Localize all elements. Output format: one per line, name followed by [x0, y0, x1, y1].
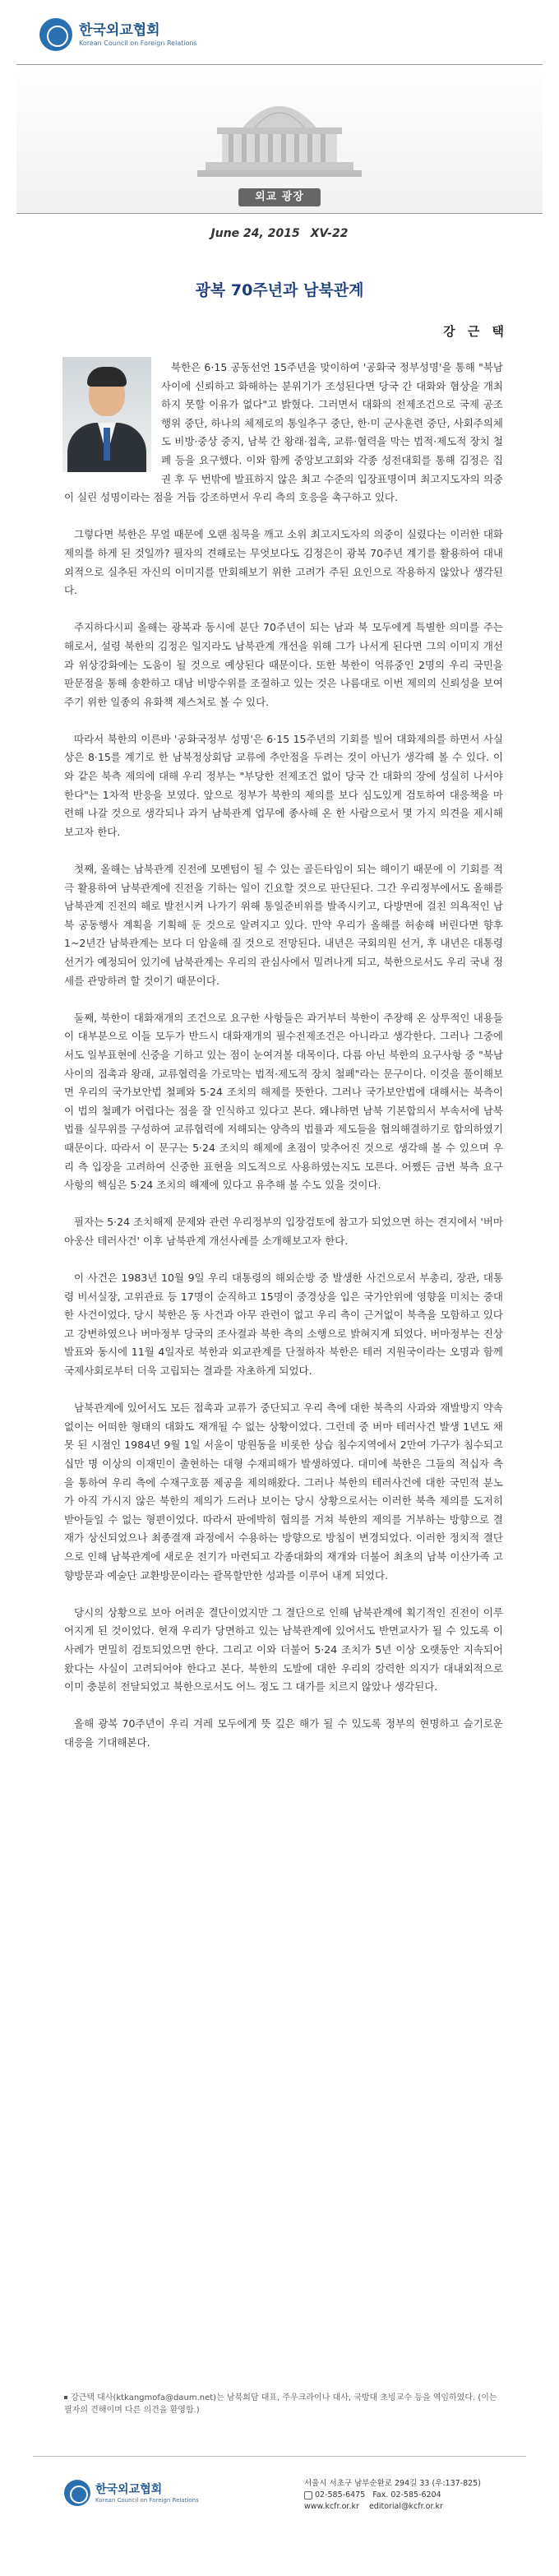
section-badge: 외교 광장	[238, 188, 321, 206]
paragraph: 당시의 상황으로 보아 어려운 결단이었지만 그 결단으로 인해 남북관계에 획기적인 진전이 이루어지게 된 것이었다. 현재 우리가 당면하고 있는 남북관계에 있어서도 반면교사가 될 수 있도록 이 사례가 면밀히 검토되었으면 한다. 그리고 이와 더불어 5·24 조치가 5년 이상 오랫동안 지속되어 왔다는 사실이 고려되어야 한다고 본다. 북한의 도발에 대한 우리의 강력한 의지가 대내외적으로 이미 충분히 전달되었고 북한으로서도 어느 정도 그 대가를 치르지 않았나 생각된다.	[64, 1605, 503, 1693]
footer-contact	[304, 2478, 481, 2513]
header	[0, 0, 559, 245]
paragraph: 그렇다면 북한은 무얼 때문에 오랜 침묵을 깨고 소위 최고지도자의 의중이 실렸다는 이러한 대화제의를 하게 된 것일까? 필자의 견해로는 무엇보다도 김정은이 광복 70주년 계기를 활용하여 대내외적으로 실추된 자신의 이미지를 만회해보기 위한 고려가 주된 요인으로 작용하지 않았나 생각된다.	[64, 528, 503, 597]
org-emblem-icon	[39, 18, 72, 51]
issue-line	[0, 227, 559, 240]
bullet-icon	[64, 2396, 67, 2399]
footer-logo[interactable]	[64, 2480, 199, 2506]
org-name-korean: 한국외교협회	[79, 21, 160, 39]
footer	[33, 2456, 526, 2531]
footer-email[interactable]: editorial@kcfr.or.kr	[368, 2502, 443, 2511]
paragraph: 주지하다시피 올해는 광복과 동시에 분단 70주년이 되는 남과 북 모두에게 특별한 의미를 주는 해로서, 설령 북한의 김정은 일지라도 남북관계 개선을 위해 그가 나서게 된다면 그의 이미지 개선과 위상강화에는 도움이 될 것으로 예상된다 때문이다. 또한 북한이 억류중인 2명의 우리 국민을 판문점을 통해 송환하고 대남 비방수위를 조절하고 있는 것은 나름대로 이번 제의의 신뢰성을 보여주기 위한 일종의 유화책 제스처로 볼 수 있다.	[64, 621, 503, 708]
article-body	[64, 359, 503, 1771]
footer-address: 서울시 서초구 남부순환로 294길 33 (우:137-825)	[304, 2479, 481, 2488]
org-name-english: Korean Council on Foreign Relations	[79, 39, 197, 47]
footer-emblem-icon	[64, 2480, 90, 2506]
phone-icon	[304, 2491, 312, 2500]
paragraph: 둘째, 북한이 대화재개의 조건으로 요구한 사항들은 과거부터 북한이 주장해 온 상투적인 내용들이 대부분으로 이들 모두가 반드시 대화재개의 필수전제조건은 아니라고 생각한다. 그러나 그중에서도 일부표현에 신중을 기하고 있는 점이 눈여겨볼 대목이다. 다름 아닌 북한의 요구사항 중 "북남사이의 접촉과 왕래, 교류협력을 가로막는 법적·제도적 장치 철폐"라는 문구이다. 이것을 풀이해보면 우리의 국가보안법 철폐와 5·24 조치의 해제를 뜻한다. 그러나 국가보안법에 대해서는 북측이 이 법의 철폐가 어렵다는 점을 잘 인식하고 있다고 본다. 왜냐하면 남북 기본합의서 부속서에 남북법률 실무위를 구성하여 교류협력에 저해되는 양측의 법률과 제도들을 협의해결하기로 합의하였기 때문이다. 따라서 이 문구는 5·24 조치의 해제에 초점이 맞추어진 것으로 생각해 볼 수 있으며 우리 측 입장을 고려하여 신중한 표현을 의도적으로 사용하였는지도 모른다. 어쨌든 금번 북측 요구사항의 핵심은 5·24 조치의 해제에 있다고 유추해 볼 수도 있을 것이다.	[64, 1011, 503, 1192]
paragraph: 북한은 6·15 공동선언 15주년을 맞이하여 '공화국 정부성명'을 통해 "북남 사이에 신뢰하고 화해하는 분위기가 조성된다면 당국 간 대화와 협상을 개최하지 못할 이유가 없다"고 밝혔다. 그러면서 대화의 전제조건으로 국제 공조행위 중단, 하나의 체제로의 통일추구 중단, 한·미 군사훈련 중단, 사회주의체도 비방·중상 중지, 남북 간 왕래·접촉, 교류·협력을 막는 법적·제도적 장치 철폐 등을 요구했다. 이와 함께 중앙보고회와 각종 성전대회를 통해 김정은 집권 후 두 번밖에 발표하지 않은 최고 수준의 입장표명이며 최고지도자의 의중이 실린 성명이라는 점을 거듭 강조하면서 우리 측의 호응을 촉구하고 있다.	[64, 361, 503, 504]
footer-org-english: Korean Council on Foreign Relations	[95, 2496, 199, 2504]
org-logo[interactable]	[39, 18, 197, 51]
assembly-building-icon	[197, 80, 362, 185]
author-note	[64, 2392, 503, 2416]
article-title: 광복 70주년과 남북관계	[195, 281, 364, 299]
paragraph: 첫째, 올해는 남북관계 진전에 모멘텀이 될 수 있는 골든타임이 되는 해이기 때문에 이 기회를 적극 활용하여 남북관계에 진전을 기하는 일이 긴요할 것으로 판단된다. 그간 우리정부에서도 올해를 남북관계 진전의 해로 발전시켜 나가기 위해 통일준비위를 발족시키고, 다방면에 걸친 의욕적인 남북 공동행사 계획을 기획해 둔 것으로 알려지고 있다. 만약 우리가 올해를 허송해 버린다면 향후 1~2년간 남북관계는 보다 더 암울해 질 것으로 전망된다. 내년은 국회의원 선거, 후 내년은 대통령 선거가 예정되어 있기에 남북관계는 우리의 관심사에서 밀려나게 되고, 북한으로서도 우리 국내 정세를 관망하려 할 것이기 때문이다.	[64, 863, 503, 987]
footer-org-korean: 한국외교협회	[95, 2482, 163, 2496]
org-name	[79, 22, 197, 48]
author-note-text: 강근택 대사(ktkangmofa@daum.net)는 남북회담 대표, 주우크라이나 대사, 국방대 초빙교수 등을 역임하였다. (이는 필자의 견해이며 다른 의견을 환영함.)	[64, 2393, 497, 2415]
footer-fax: Fax. 02-585-6204	[372, 2490, 441, 2500]
footer-phone[interactable]: 02-585-6475	[315, 2490, 366, 2500]
banner	[16, 64, 543, 214]
issue-number: XV-22	[310, 227, 349, 240]
footer-website[interactable]: www.kcfr.or.kr	[304, 2502, 359, 2511]
issue-date: June 24, 2015	[210, 227, 300, 240]
paragraph: 따라서 북한의 이른바 '공화국정부 성명'은 6·15 15주년의 기회를 빌어 대화제의를 하면서 사실상은 8·15를 계기로 한 남북정상회담 교류에 추안점을 두려는 것이 아닌가 생각해 볼 수 있다. 이와 같은 북측 제의에 대해 우리 정부는 "부당한 전제조건 없이 당국 간 대화의 장에 성실히 나서야 한다"는 1차적 반응을 보였다. 앞으로 정부가 북한의 제의를 보다 심도있게 검토하여 대응책을 마련해 나갈 것으로 생각되나 과거 남북관계 업무에 종사해 온 한 사람으로서 몇 가지 의견을 제시해 보고자 한다.	[64, 732, 503, 838]
paragraph: 이 사건은 1983년 10월 9일 우리 대통령의 해외순방 중 발생한 사건으로서 부총리, 장관, 대통령 비서실장, 고위관료 등 17명이 순직하고 15명이 중경상을 입은 국가안위에 영향을 미치는 중대한 사건이었다. 당시 북한은 동 사건과 아무 관련이 없고 우리 측이 근거없이 북측을 모함하고 있다고 강변하였으나 버마정부 당국의 조사결과 북한 측의 소행으로 밝혀지게 되었다. 버마정부는 진상발표와 동시에 11월 4일자로 북한과 외교관계를 단절하자 북한은 테러 지원국이라는 오명과 함께 국제사회로부터 더욱 고립되는 결과를 자초하게 되었다.	[64, 1272, 503, 1378]
paragraph: 남북관계에 있어서도 모든 접촉과 교류가 중단되고 우리 측에 대한 북측의 사과와 재발방지 약속없이는 어떠한 형태의 대화도 재개될 수 없는 상황이었다. 그런데 중 버마 테러사건 발생 1년도 채 못 된 시점인 1984년 9월 1일 서울이 망원동을 비롯한 상습 침수지역에서 2만여 가구가 침수되고 십만 명 이상의 이재민이 출현하는 대형 수재피해가 발생하였다. 대미에 북한은 그들의 적십자 측을 통하여 우리 측에 수재구호품 제공을 제의해왔다. 그러나 북한의 테러사건에 대한 국민적 분노가 아직 가시지 않은 북한의 제의가 드러나 보이는 당시 상황으로서는 이러한 북측 제의를 도저히 받아들일 수 없는 형편이었다. 따라서 판에박히 협의를 거쳐 북한의 제의를 거부하는 방향으로 결재가 상신되었으나 최종결재 과정에서 수용하는 방향으로 방침이 변경되었다. 이러한 정치적 결단으로 인해 남북관계에 새로운 전기가 마련되고 각종대화의 재개와 더불어 최초의 남북 이산가족 고향방문과 예술단 교환방문이라는 괄목할만한 성과를 이루어 내게 되었다.	[64, 1402, 503, 1582]
article-author: 강 근 택	[443, 324, 508, 339]
paragraph: 올해 광복 70주년이 우리 겨레 모두에게 뜻 깊은 해가 될 수 있도록 정부의 현명하고 슬기로운 대응을 기대해본다.	[64, 1717, 503, 1749]
paragraph: 필자는 5·24 조치해제 문제와 관련 우리정부의 입장검토에 참고가 되었으면 하는 견지에서 '버마 아웅산 테러사건' 이후 남북관계 개선사례를 소개해보고자 한다.	[64, 1216, 503, 1247]
